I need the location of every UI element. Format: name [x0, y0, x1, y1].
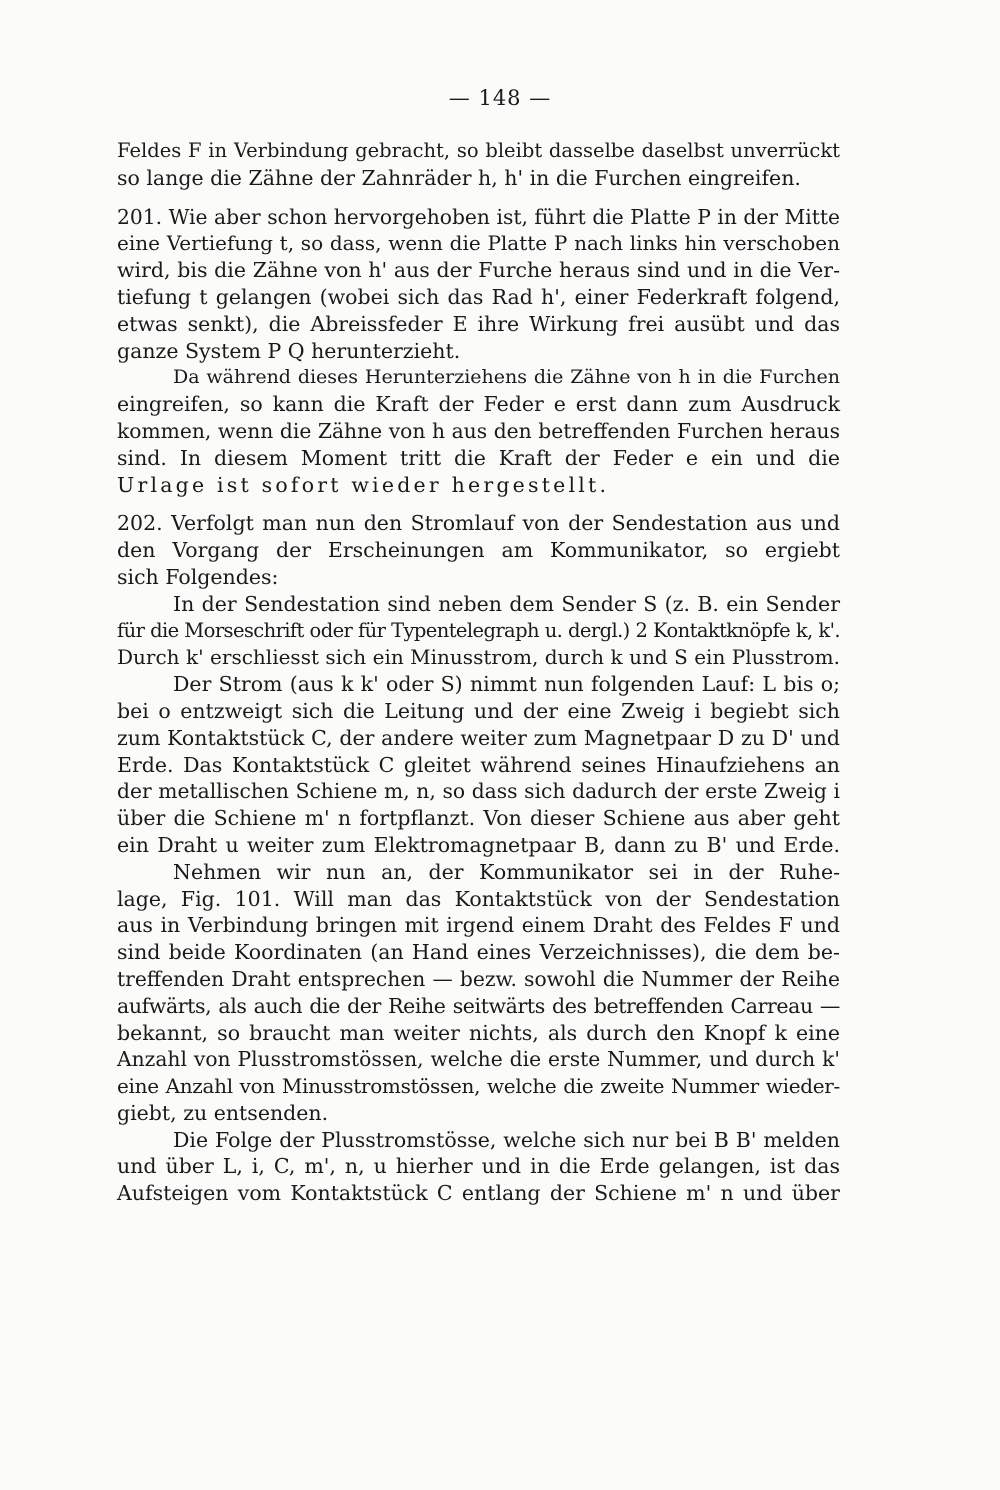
text-line: so lange die Zähne der Zahnräder h, h' in die Furchen eingreifen. [117, 165, 801, 190]
text-line: Urlage ist sofort wieder hergestellt. [117, 472, 610, 497]
text-line: aufwärts, als auch die der Reihe seitwärts des betreffenden Carreau — [117, 993, 840, 1018]
text-line: zum Kontaktstück C, der andere weiter zum Magnetpaar D zu D' und [117, 725, 840, 750]
text-line: bei o entzweigt sich die Leitung und der eine Zweig i begiebt sich [117, 698, 840, 723]
text-line: giebt, zu entsenden. [117, 1100, 329, 1125]
text-line: und über L, i, C, m', n, u hierher und in die Erde gelangen, ist das [117, 1154, 840, 1179]
text-line: tiefung t gelangen (wobei sich das Rad h', einer Federkraft folgend, [117, 284, 840, 309]
text-line: eine Vertiefung t, so dass, wenn die Platte P nach links hin verschoben [117, 231, 840, 256]
text-line: für die Morseschrift oder für Typentelegraph u. dergl.) 2 Kontaktknöpfe k, k'. [117, 618, 840, 642]
text-line: sind. In diesem Moment tritt die Kraft der Feder e ein und die [117, 445, 840, 470]
text-line: wird, bis die Zähne von h' aus der Furche heraus sind und in die Ver- [117, 258, 840, 283]
text-line: sind beide Koordinaten (an Hand eines Verzeichnisses), die dem be- [117, 940, 840, 965]
text-line: aus in Verbindung bringen mit irgend einem Draht des Feldes F und [117, 913, 840, 938]
body-text [117, 138, 840, 1207]
text-line: etwas senkt), die Abreissfeder E ihre Wirkung frei ausübt und das [117, 311, 840, 336]
text-line: sich Folgendes: [117, 564, 279, 589]
text-line: In der Sendestation sind neben dem Sender S (z. B. ein Sender [173, 591, 840, 616]
text-line: Feldes F in Verbindung gebracht, so bleibt dasselbe daselbst unverrückt [117, 139, 840, 162]
text-line: eingreifen, so kann die Kraft der Feder e erst dann zum Ausdruck [117, 392, 840, 417]
section-201-line: 201. Wie aber schon hervorgehoben ist, führt die Platte P in der Mitte [117, 204, 840, 229]
text-line: über die Schiene m' n fortpflanzt. Von dieser Schiene aus aber geht [117, 806, 840, 831]
text-line: ganze System P Q herunterzieht. [117, 338, 461, 363]
section-202-line: 202. Verfolgt man nun den Stromlauf von der Sendestation aus und [117, 511, 840, 536]
text-line: Erde. Das Kontaktstück C gleitet während seines Hinaufziehens an [117, 752, 840, 777]
text-line: Da während dieses Herunterziehens die Zähne von h in die Furchen [173, 366, 840, 389]
text-line: bekannt, so braucht man weiter nichts, als durch den Knopf k eine [117, 1020, 840, 1045]
text-line: Nehmen wir nun an, der Kommunikator sei in der Ruhe- [173, 859, 840, 884]
text-line: der metallischen Schiene m, n, so dass sich dadurch der erste Zweig i [117, 779, 840, 804]
text-line: Die Folge der Plusstromstösse, welche sich nur bei B B' melden [173, 1127, 840, 1152]
text-line: lage, Fig. 101. Will man das Kontaktstück von der Sendestation [117, 886, 840, 911]
text-line: treffenden Draht entsprechen — bezw. sowohl die Nummer der Reihe [117, 966, 840, 991]
text-line: Aufsteigen vom Kontaktstück C entlang der Schiene m' n und über [117, 1181, 840, 1206]
text-line: ein Draht u weiter zum Elektromagnetpaar B, dann zu B' und Erde. [117, 832, 840, 857]
text-line: eine Anzahl von Minusstromstössen, welche die zweite Nummer wieder- [117, 1074, 840, 1099]
text-line: Der Strom (aus k k' oder S) nimmt nun folgenden Lauf: L bis o; [173, 672, 840, 697]
text-line: kommen, wenn die Zähne von h aus den betreffenden Furchen heraus [117, 418, 840, 443]
text-line: Anzahl von Plusstromstössen, welche die erste Nummer, und durch k' [117, 1047, 840, 1072]
page-number: — 148 — [448, 86, 552, 110]
text-line: den Vorgang der Erscheinungen am Kommunikator, so ergiebt [117, 538, 840, 563]
text-line: Durch k' erschliesst sich ein Minusstrom, durch k und S ein Plusstrom. [117, 645, 840, 670]
